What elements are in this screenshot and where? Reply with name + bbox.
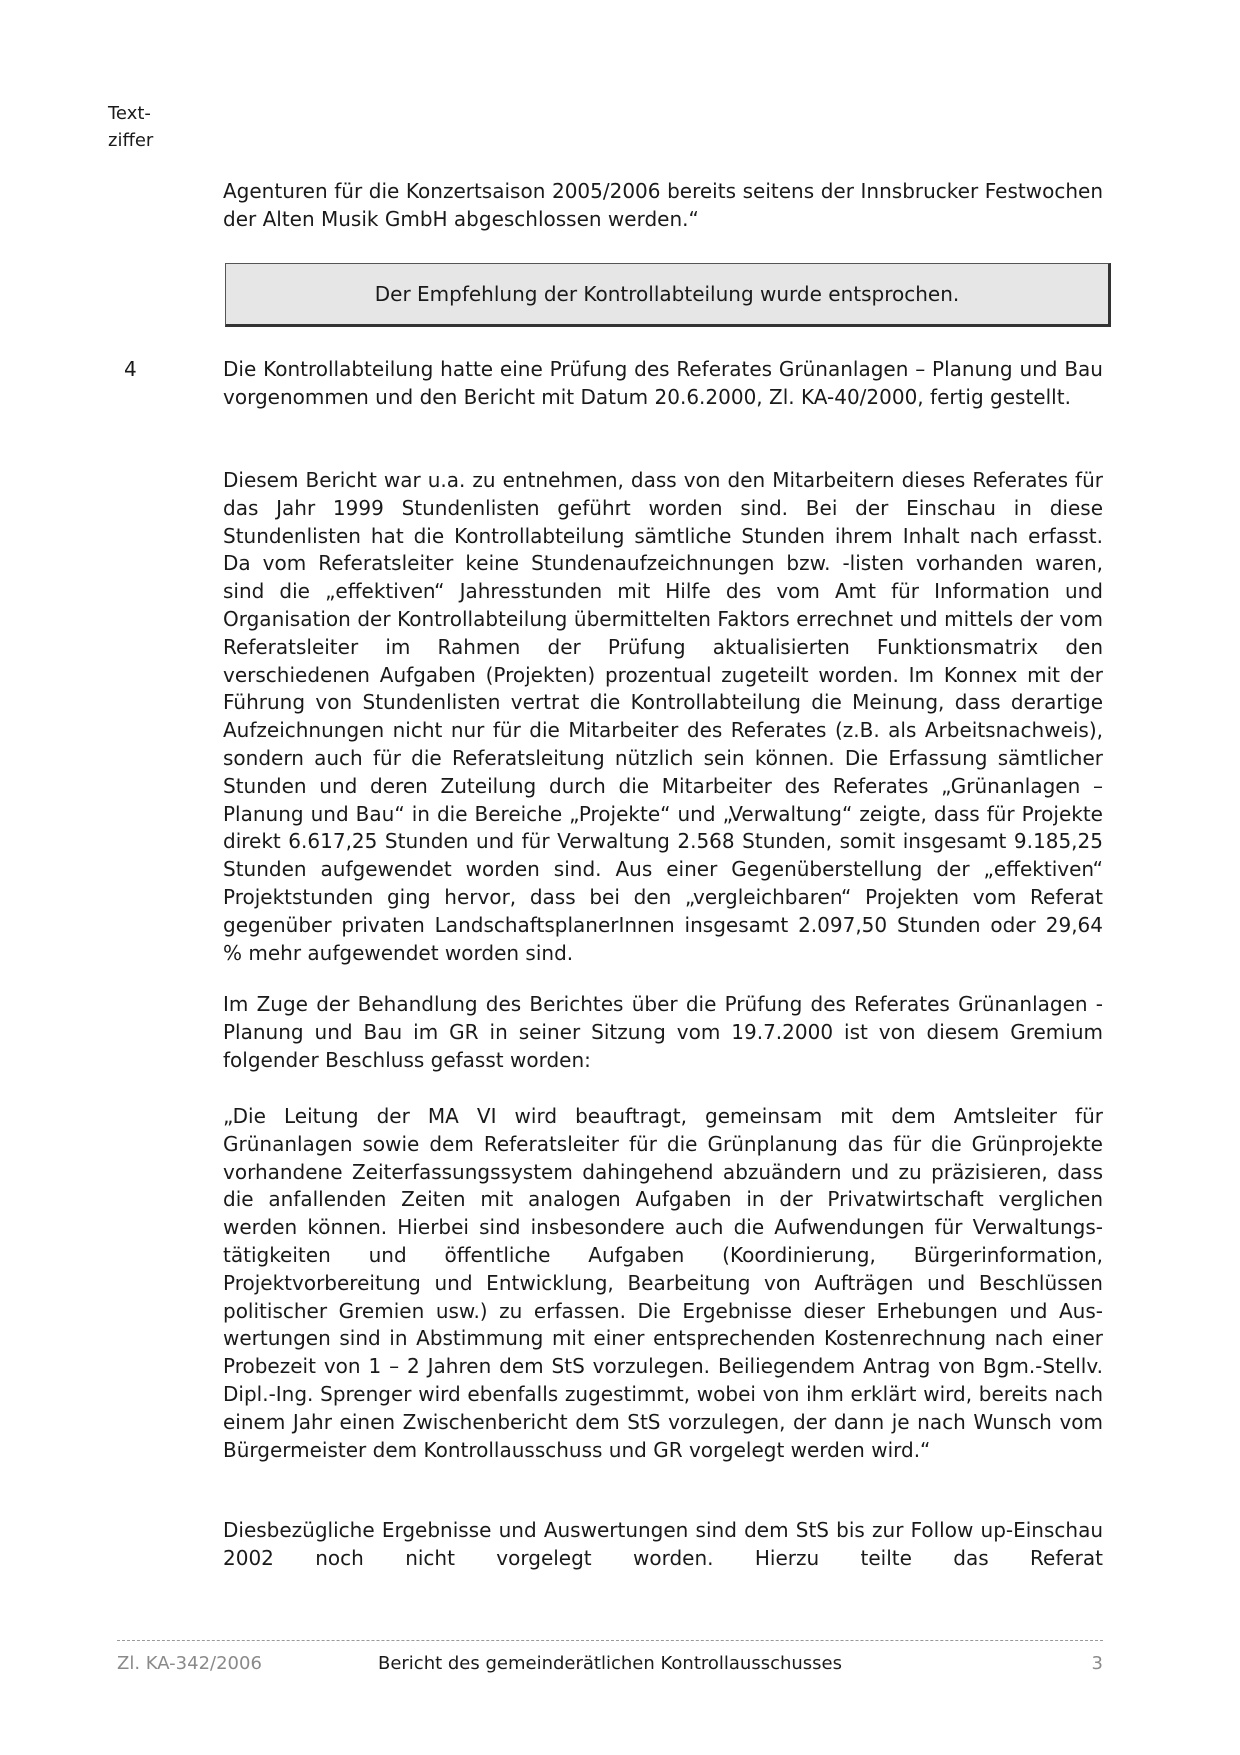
paragraph-continuation: Agenturen für die Konzertsaison 2005/2006 bereits seitens der Innsbrucker Festwochen der Alten Musik GmbH abgeschlossen werden.“ xyxy=(223,179,1103,231)
highlight-box xyxy=(225,263,1111,327)
footer-page-number: 3 xyxy=(1091,1653,1103,1674)
margin-label xyxy=(108,100,168,154)
footer-title: Bericht des gemeinderätlichen Kontrollausschusses xyxy=(377,1653,843,1674)
section-number: 4 xyxy=(124,357,137,381)
margin-label-line2: ziffer xyxy=(108,130,154,151)
paragraph-3: Im Zuge der Behandlung des Berichtes über die Prüfung des Referates Grünanlagen - Planung und Bau im GR in seiner Sitzung vom 19.7.2000 ist von diesem Gremium folgender Beschluss gefasst worden: xyxy=(223,992,1103,1072)
footer-divider xyxy=(117,1640,1103,1641)
footer-reference: Zl. KA-342/2006 xyxy=(117,1653,262,1674)
paragraph-1: Die Kontrollabteilung hatte eine Prüfung des Referates Grünanlagen – Planung und Bau vorgenommen und den Bericht mit Datum 20.6.2000, Zl. KA-40/2000, fertig gestellt. xyxy=(223,357,1103,409)
margin-label-line1: Text- xyxy=(108,103,151,124)
paragraph-2: Diesem Bericht war u.a. zu entnehmen, dass von den Mitarbeitern dieses Referates für das Jahr 1999 Stundenlisten geführt worden sind. Bei der Einschau in diese Stundenlisten hat die Kontrollabteilung sämtliche Stunden ihrem Inhalt nach erfasst. Da vom Referatsleiter keine Stundenaufzeichnungen bzw. -listen vorhanden waren, sind die „effektiven“ Jahresstunden mit Hilfe des vom Amt für Information und Organisation der Kontrollabteilung übermittelten Faktors errechnet und mittels der vom Referatsleiter im Rahmen der Prüfung aktualisierten Funktionsmatrix den verschiedenen Aufgaben (Projekten) prozentual zugeteilt worden. Im Konnex mit der Führung von Stundenlisten vertrat die Kontrollabteilung die Meinung, dass derartige Aufzeichnungen nicht nur für die Mitarbeiter des Referates (z.B. als Arbeitsnachweis), sondern auch für die Referatsleitung nützlich sein können. Die Erfassung sämtlicher Stunden und deren Zuteilung durch die Mitarbeiter des Referates „Grünanlagen – Planung und Bau“ in die Bereiche „Projekte“ und „Verwaltung“ zeigte, dass für Projekte direkt 6.617,25 Stunden und für Verwaltung 2.568 Stunden, somit insgesamt 9.185,25 Stunden aufgewendet worden sind. Aus einer Gegenüberstellung der „effektiven“ Projektstunden ging hervor, dass bei den „vergleichbaren“ Projekten vom Referat gegenüber privaten LandschaftsplanerInnen insgesamt 2.097,50 Stunden oder 29,64 % mehr aufgewendet worden sind. xyxy=(223,468,1103,965)
highlight-text: Der Empfehlung der Kontrollabteilung wurde entsprochen. xyxy=(374,282,960,306)
paragraph-5: Diesbezügliche Ergebnisse und Auswertungen sind dem StS bis zur Follow up-Einschau 2002 noch nicht vorgelegt worden. Hierzu teilte das Referat xyxy=(223,1518,1103,1570)
paragraph-4-quote: „Die Leitung der MA VI wird beauftragt, gemeinsam mit dem Amtsleiter für Grünanlagen sowie dem Referatsleiter für die Grünplanung das für die Grünprojekte vorhandene Zeiterfassungssystem dahingehend abzuändern und zu präzisieren, dass die anfallenden Zeiten mit analogen Aufgaben in der Privatwirtschaft verglichen werden können. Hierbei sind insbesondere auch die Aufwendungen für Verwaltungstätigkeiten und öffentliche Aufgaben (Koordinierung, Bürgerinformation, Projektvorbereitung und Entwicklung, Bearbeitung von Aufträgen und Beschlüssen politischer Gremien usw.) zu erfassen. Die Ergebnisse dieser Erhebungen und Auswertungen sind in Abstimmung mit einer entsprechenden Kostenrechnung nach einer Probezeit von 1 – 2 Jahren dem StS vorzulegen. Beiliegendem Antrag von Bgm.-Stellv. Dipl.-Ing. Sprenger wird ebenfalls zugestimmt, wobei von ihm erklärt wird, bereits nach einem Jahr einen Zwischenbericht dem StS vorzulegen, der dann je nach Wunsch vom Bürgermeister dem Kontrollausschuss und GR vorgelegt werden wird.“ xyxy=(223,1104,1103,1462)
